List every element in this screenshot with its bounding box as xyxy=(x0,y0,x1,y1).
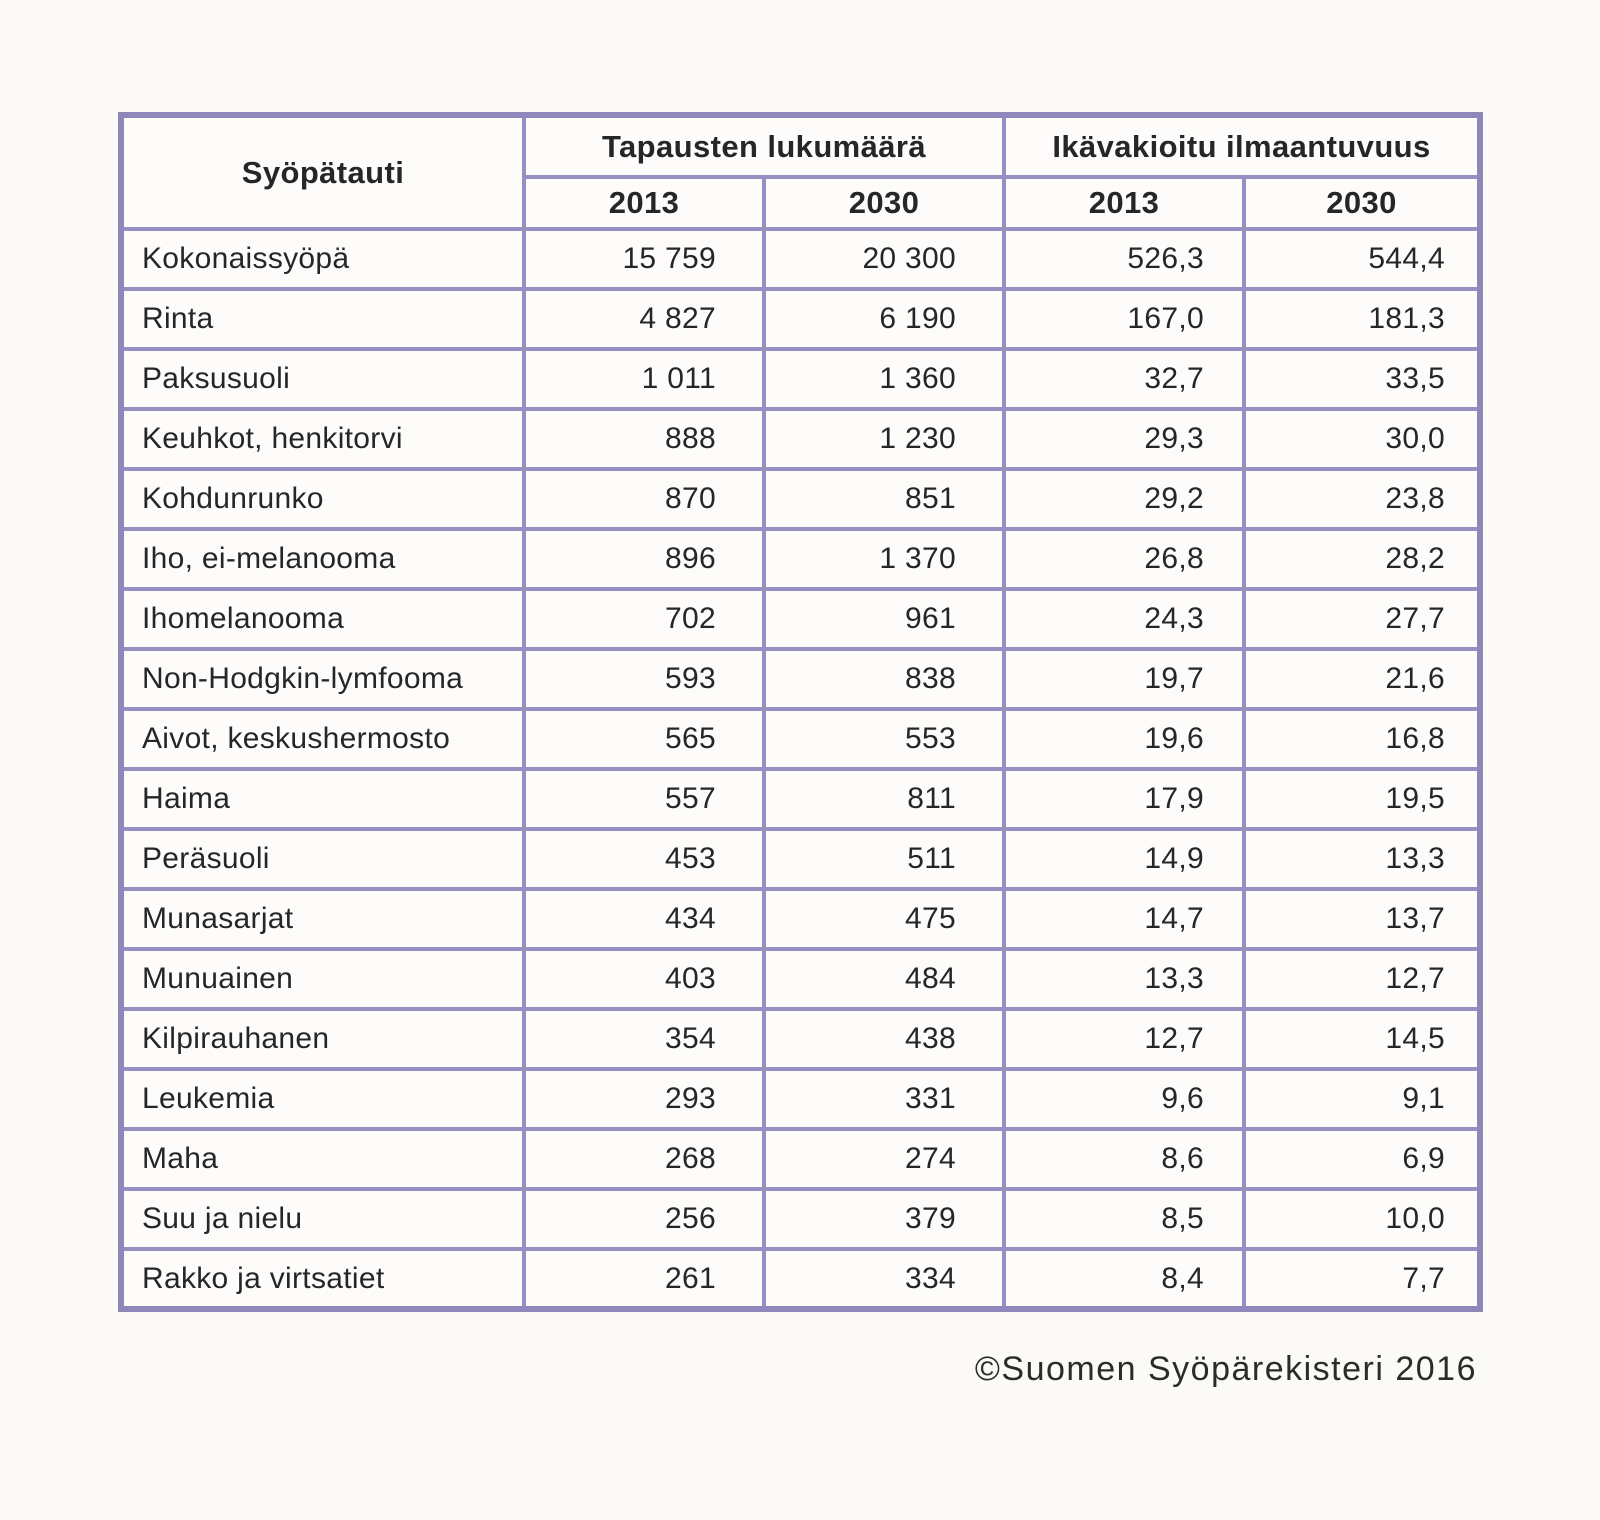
value-cell: 334 xyxy=(764,1249,1004,1309)
value-cell: 526,3 xyxy=(1004,229,1244,289)
value-cell: 9,6 xyxy=(1004,1069,1244,1129)
row-label: Munasarjat xyxy=(121,889,524,949)
value-cell: 1 370 xyxy=(764,529,1004,589)
value-cell: 23,8 xyxy=(1244,469,1480,529)
row-label: Aivot, keskushermosto xyxy=(121,709,524,769)
value-cell: 33,5 xyxy=(1244,349,1480,409)
value-cell: 870 xyxy=(524,469,764,529)
row-label: Kokonaissyöpä xyxy=(121,229,524,289)
value-cell: 438 xyxy=(764,1009,1004,1069)
table-header xyxy=(121,115,1480,229)
value-cell: 24,3 xyxy=(1004,589,1244,649)
table-row xyxy=(121,829,1480,889)
table-row xyxy=(121,1069,1480,1129)
value-cell: 511 xyxy=(764,829,1004,889)
value-cell: 6,9 xyxy=(1244,1129,1480,1189)
value-cell: 167,0 xyxy=(1004,289,1244,349)
value-cell: 15 759 xyxy=(524,229,764,289)
year-header-cases-2030: 2030 xyxy=(764,177,1004,229)
row-label: Maha xyxy=(121,1129,524,1189)
value-cell: 811 xyxy=(764,769,1004,829)
table-row xyxy=(121,409,1480,469)
value-cell: 553 xyxy=(764,709,1004,769)
table-row xyxy=(121,589,1480,649)
value-cell: 268 xyxy=(524,1129,764,1189)
value-cell: 4 827 xyxy=(524,289,764,349)
value-cell: 593 xyxy=(524,649,764,709)
value-cell: 403 xyxy=(524,949,764,1009)
value-cell: 19,7 xyxy=(1004,649,1244,709)
value-cell: 30,0 xyxy=(1244,409,1480,469)
table-row xyxy=(121,229,1480,289)
value-cell: 261 xyxy=(524,1249,764,1309)
value-cell: 27,7 xyxy=(1244,589,1480,649)
value-cell: 1 230 xyxy=(764,409,1004,469)
value-cell: 484 xyxy=(764,949,1004,1009)
value-cell: 13,3 xyxy=(1244,829,1480,889)
year-header-incidence-2030: 2030 xyxy=(1244,177,1480,229)
table-body xyxy=(121,229,1480,1309)
table-row xyxy=(121,889,1480,949)
row-label: Ihomelanooma xyxy=(121,589,524,649)
value-cell: 32,7 xyxy=(1004,349,1244,409)
row-label: Non-Hodgkin-lymfooma xyxy=(121,649,524,709)
value-cell: 16,8 xyxy=(1244,709,1480,769)
value-cell: 29,3 xyxy=(1004,409,1244,469)
row-label: Iho, ei-melanooma xyxy=(121,529,524,589)
row-label: Peräsuoli xyxy=(121,829,524,889)
table-row xyxy=(121,1189,1480,1249)
table-row xyxy=(121,529,1480,589)
value-cell: 1 360 xyxy=(764,349,1004,409)
value-cell: 379 xyxy=(764,1189,1004,1249)
row-label: Rakko ja virtsatiet xyxy=(121,1249,524,1309)
value-cell: 256 xyxy=(524,1189,764,1249)
corner-header-syopatauti: Syöpätauti xyxy=(121,115,524,229)
value-cell: 13,3 xyxy=(1004,949,1244,1009)
table-row xyxy=(121,649,1480,709)
value-cell: 19,5 xyxy=(1244,769,1480,829)
table-row xyxy=(121,349,1480,409)
value-cell: 453 xyxy=(524,829,764,889)
value-cell: 6 190 xyxy=(764,289,1004,349)
table-row xyxy=(121,469,1480,529)
year-header-cases-2013: 2013 xyxy=(524,177,764,229)
table-row xyxy=(121,1129,1480,1189)
value-cell: 26,8 xyxy=(1004,529,1244,589)
value-cell: 331 xyxy=(764,1069,1004,1129)
value-cell: 274 xyxy=(764,1129,1004,1189)
value-cell: 28,2 xyxy=(1244,529,1480,589)
value-cell: 961 xyxy=(764,589,1004,649)
row-label: Leukemia xyxy=(121,1069,524,1129)
value-cell: 851 xyxy=(764,469,1004,529)
row-label: Kohdunrunko xyxy=(121,469,524,529)
row-label: Paksusuoli xyxy=(121,349,524,409)
value-cell: 896 xyxy=(524,529,764,589)
row-label: Rinta xyxy=(121,289,524,349)
value-cell: 29,2 xyxy=(1004,469,1244,529)
value-cell: 12,7 xyxy=(1004,1009,1244,1069)
group-header-incidence: Ikävakioitu ilmaantuvuus xyxy=(1004,115,1480,177)
cancer-statistics-table xyxy=(118,112,1483,1312)
value-cell: 17,9 xyxy=(1004,769,1244,829)
value-cell: 838 xyxy=(764,649,1004,709)
value-cell: 475 xyxy=(764,889,1004,949)
table-row xyxy=(121,1009,1480,1069)
row-label: Suu ja nielu xyxy=(121,1189,524,1249)
row-label: Kilpirauhanen xyxy=(121,1009,524,1069)
value-cell: 10,0 xyxy=(1244,1189,1480,1249)
value-cell: 8,6 xyxy=(1004,1129,1244,1189)
value-cell: 8,4 xyxy=(1004,1249,1244,1309)
table-row xyxy=(121,1249,1480,1309)
table-row xyxy=(121,709,1480,769)
value-cell: 557 xyxy=(524,769,764,829)
year-header-incidence-2013: 2013 xyxy=(1004,177,1244,229)
row-label: Munuainen xyxy=(121,949,524,1009)
value-cell: 12,7 xyxy=(1244,949,1480,1009)
row-label: Haima xyxy=(121,769,524,829)
table-row xyxy=(121,769,1480,829)
group-header-row xyxy=(121,115,1480,177)
value-cell: 7,7 xyxy=(1244,1249,1480,1309)
value-cell: 434 xyxy=(524,889,764,949)
table-row xyxy=(121,949,1480,1009)
value-cell: 1 011 xyxy=(524,349,764,409)
value-cell: 14,7 xyxy=(1004,889,1244,949)
value-cell: 14,5 xyxy=(1244,1009,1480,1069)
group-header-cases: Tapausten lukumäärä xyxy=(524,115,1004,177)
value-cell: 544,4 xyxy=(1244,229,1480,289)
value-cell: 354 xyxy=(524,1009,764,1069)
value-cell: 21,6 xyxy=(1244,649,1480,709)
value-cell: 888 xyxy=(524,409,764,469)
cancer-statistics-table-container xyxy=(118,112,1483,1312)
value-cell: 9,1 xyxy=(1244,1069,1480,1129)
value-cell: 8,5 xyxy=(1004,1189,1244,1249)
value-cell: 13,7 xyxy=(1244,889,1480,949)
value-cell: 702 xyxy=(524,589,764,649)
value-cell: 181,3 xyxy=(1244,289,1480,349)
table-row xyxy=(121,289,1480,349)
value-cell: 14,9 xyxy=(1004,829,1244,889)
value-cell: 20 300 xyxy=(764,229,1004,289)
source-credit: ©Suomen Syöpärekisteri 2016 xyxy=(974,1350,1477,1388)
value-cell: 565 xyxy=(524,709,764,769)
value-cell: 19,6 xyxy=(1004,709,1244,769)
value-cell: 293 xyxy=(524,1069,764,1129)
row-label: Keuhkot, henkitorvi xyxy=(121,409,524,469)
